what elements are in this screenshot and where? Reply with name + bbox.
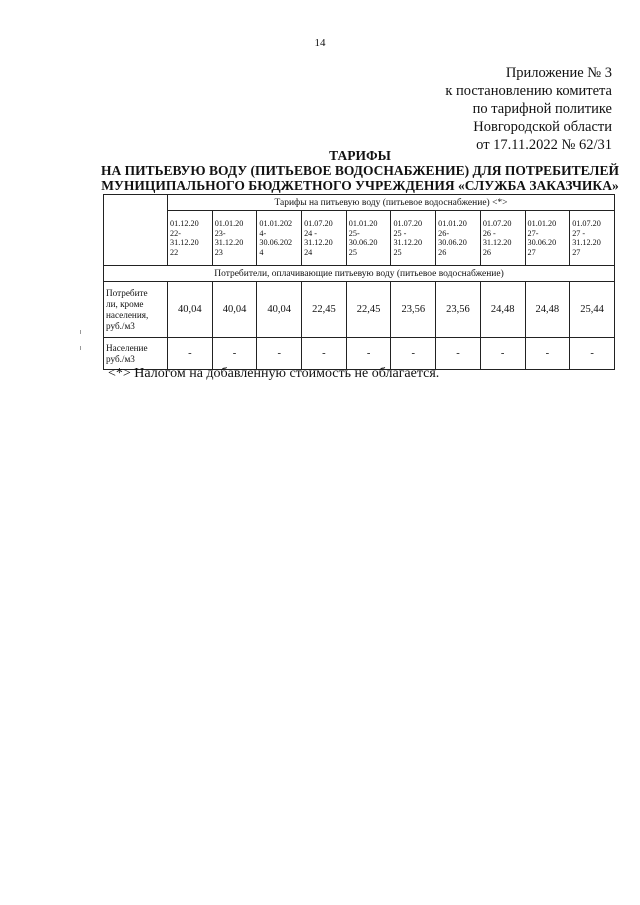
tariff-value: -	[436, 338, 481, 370]
title-line: НА ПИТЬЕВУЮ ВОДУ (ПИТЬЕВОЕ ВОДОСНАБЖЕНИЕ) ДЛЯ ПОТРЕБИТЕЛЕЙ	[101, 163, 619, 178]
period-cell: 01.07.20 25 - 31.12.20 25	[391, 211, 436, 266]
tariff-value: 22,45	[302, 282, 347, 338]
periods-row	[104, 211, 615, 266]
tariff-value: 40,04	[257, 282, 302, 338]
appendix-line: к постановлению комитета	[445, 83, 612, 99]
tariff-value: -	[212, 338, 257, 370]
row-label: Потребите ли, кроме населения, руб./м3	[104, 282, 168, 338]
row-label: Население руб./м3	[104, 338, 168, 370]
section-row	[104, 266, 615, 282]
tariff-value: -	[391, 338, 436, 370]
title-line: МУНИЦИПАЛЬНОГО БЮДЖЕТНОГО УЧРЕЖДЕНИЯ «СЛУЖБА ЗАКАЗЧИКА»	[101, 178, 619, 193]
section-label: Потребители, оплачивающие питьевую воду (питьевое водоснабжение)	[104, 266, 615, 282]
page-number: 14	[314, 37, 326, 49]
period-cell: 01.07.20 24 - 31.12.20 24	[302, 211, 347, 266]
period-cell: 01.07.20 27 - 31.12.20 27	[570, 211, 615, 266]
period-cell: 01.01.20 27- 30.06.20 27	[525, 211, 570, 266]
table-row	[104, 282, 615, 338]
tariff-table	[103, 194, 615, 370]
title-line: ТАРИФЫ	[329, 148, 391, 163]
period-cell: 01.01.20 25- 30.06.20 25	[346, 211, 391, 266]
tariff-value: -	[346, 338, 391, 370]
tariff-value: -	[168, 338, 213, 370]
period-cell: 01.01.20 23- 31.12.20 23	[212, 211, 257, 266]
period-cell: 01.12.20 22- 31.12.20 22	[168, 211, 213, 266]
tariff-value: 23,56	[436, 282, 481, 338]
appendix-line: по тарифной политике	[472, 101, 612, 117]
tariff-value: -	[570, 338, 615, 370]
tariff-value: 40,04	[212, 282, 257, 338]
period-cell: 01.01.20 26- 30.06.20 26	[436, 211, 481, 266]
appendix-block	[445, 64, 612, 154]
tariff-value: 40,04	[168, 282, 213, 338]
appendix-line: Новгородской области	[473, 119, 612, 135]
scan-mark	[80, 346, 81, 350]
table-row	[104, 338, 615, 370]
tariff-value: -	[257, 338, 302, 370]
tariff-value: 23,56	[391, 282, 436, 338]
tariff-value: 24,48	[525, 282, 570, 338]
footnote: <*> Налогом на добавленную стоимость не облагается.	[108, 366, 440, 381]
tariff-value: -	[480, 338, 525, 370]
tariff-value: -	[525, 338, 570, 370]
table-header-row	[104, 195, 615, 211]
tariff-header: Тарифы на питьевую воду (питьевое водоснабжение) <*>	[168, 195, 615, 211]
document-title	[100, 148, 620, 193]
period-cell: 01.07.20 26 - 31.12.20 26	[480, 211, 525, 266]
appendix-line: от 17.11.2022 № 62/31	[476, 137, 612, 153]
tariff-value: 22,45	[346, 282, 391, 338]
tariff-value: 25,44	[570, 282, 615, 338]
tariff-value: 24,48	[480, 282, 525, 338]
empty-corner-cell	[104, 195, 168, 266]
period-cell: 01.01.202 4- 30.06.202 4	[257, 211, 302, 266]
scan-mark	[80, 330, 81, 334]
tariff-value: -	[302, 338, 347, 370]
appendix-line: Приложение № 3	[505, 65, 612, 81]
